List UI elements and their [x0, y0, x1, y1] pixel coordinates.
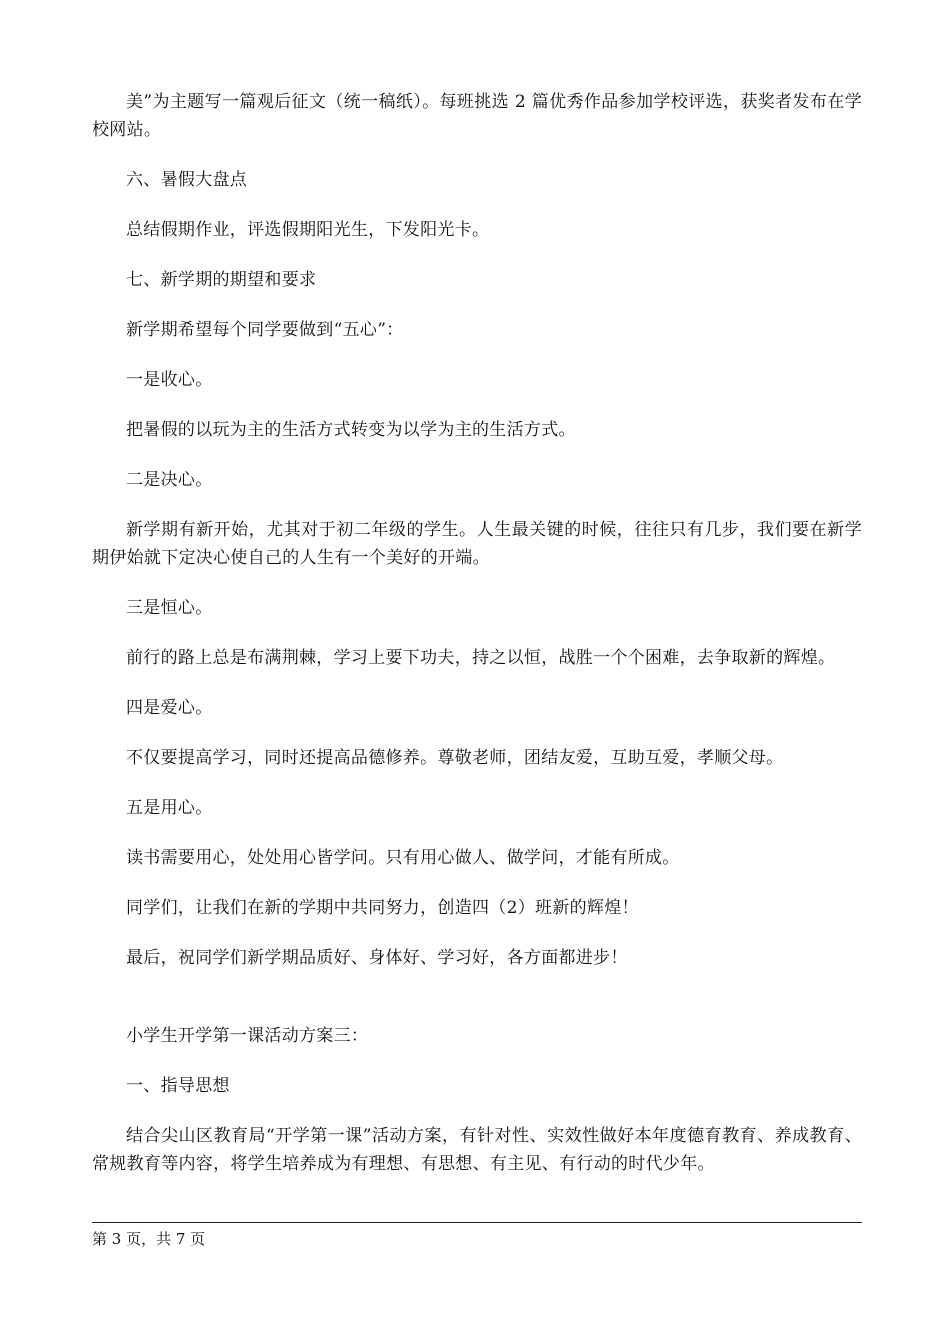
paragraph: 同学们，让我们在新的学期中共同努力，创造四（2）班新的辉煌！ — [126, 898, 639, 918]
paragraph: 二是决心。 — [126, 470, 213, 490]
paragraph: 结合尖山区教育局“开学第一课”活动方案，有针对性、实效性做好本年度德育教育、养成教育、常规教育等内容，将学生培养成为有理想、有思想、有主见、有行动的时代少年。 — [92, 1126, 862, 1174]
paragraph: 总结假期作业，评选假期阳光生，下发阳光卡。 — [126, 220, 490, 240]
section-heading: 七、新学期的期望和要求 — [126, 270, 317, 290]
paragraph: 前行的路上总是布满荆棘，学习上要下功夫，持之以恒，战胜一个个困难，去争取新的辉煌。 — [126, 648, 836, 668]
footer-divider — [92, 1222, 862, 1223]
paragraph: 读书需要用心，处处用心皆学问。只有用心做人、做学问，才能有所成。 — [126, 848, 680, 868]
paragraph: 把暑假的以玩为主的生活方式转变为以学为主的生活方式。 — [126, 420, 576, 440]
paragraph: 美”为主题写一篇观后征文（统一稿纸）。每班挑选 2 篇优秀作品参加学校评选，获奖者发布在学校网站。 — [92, 92, 862, 140]
section-heading: 六、暑假大盘点 — [126, 170, 248, 190]
paragraph: 一是收心。 — [126, 370, 213, 390]
paragraph: 新学期有新开始，尤其对于初二年级的学生。人生最关键的时候，往往只有几步，我们要在新学期伊始就下定决心使自己的人生有一个美好的开端。 — [92, 520, 862, 568]
paragraph: 三是恒心。 — [126, 598, 213, 618]
page-number: 第 3 页，共 7 页 — [92, 1230, 206, 1248]
paragraph: 五是用心。 — [126, 798, 213, 818]
section-heading: 一、指导思想 — [126, 1076, 230, 1096]
paragraph: 新学期希望每个同学要做到“五心”： — [126, 320, 404, 340]
paragraph: 四是爱心。 — [126, 698, 213, 718]
section-title: 小学生开学第一课活动方案三： — [126, 1026, 369, 1046]
document-body — [92, 88, 862, 1178]
paragraph: 不仅要提高学习，同时还提高品德修养。尊敬老师，团结友爱，互助互爱，孝顺父母。 — [126, 748, 784, 768]
paragraph: 最后，祝同学们新学期品质好、身体好、学习好，各方面都进步！ — [126, 948, 628, 968]
